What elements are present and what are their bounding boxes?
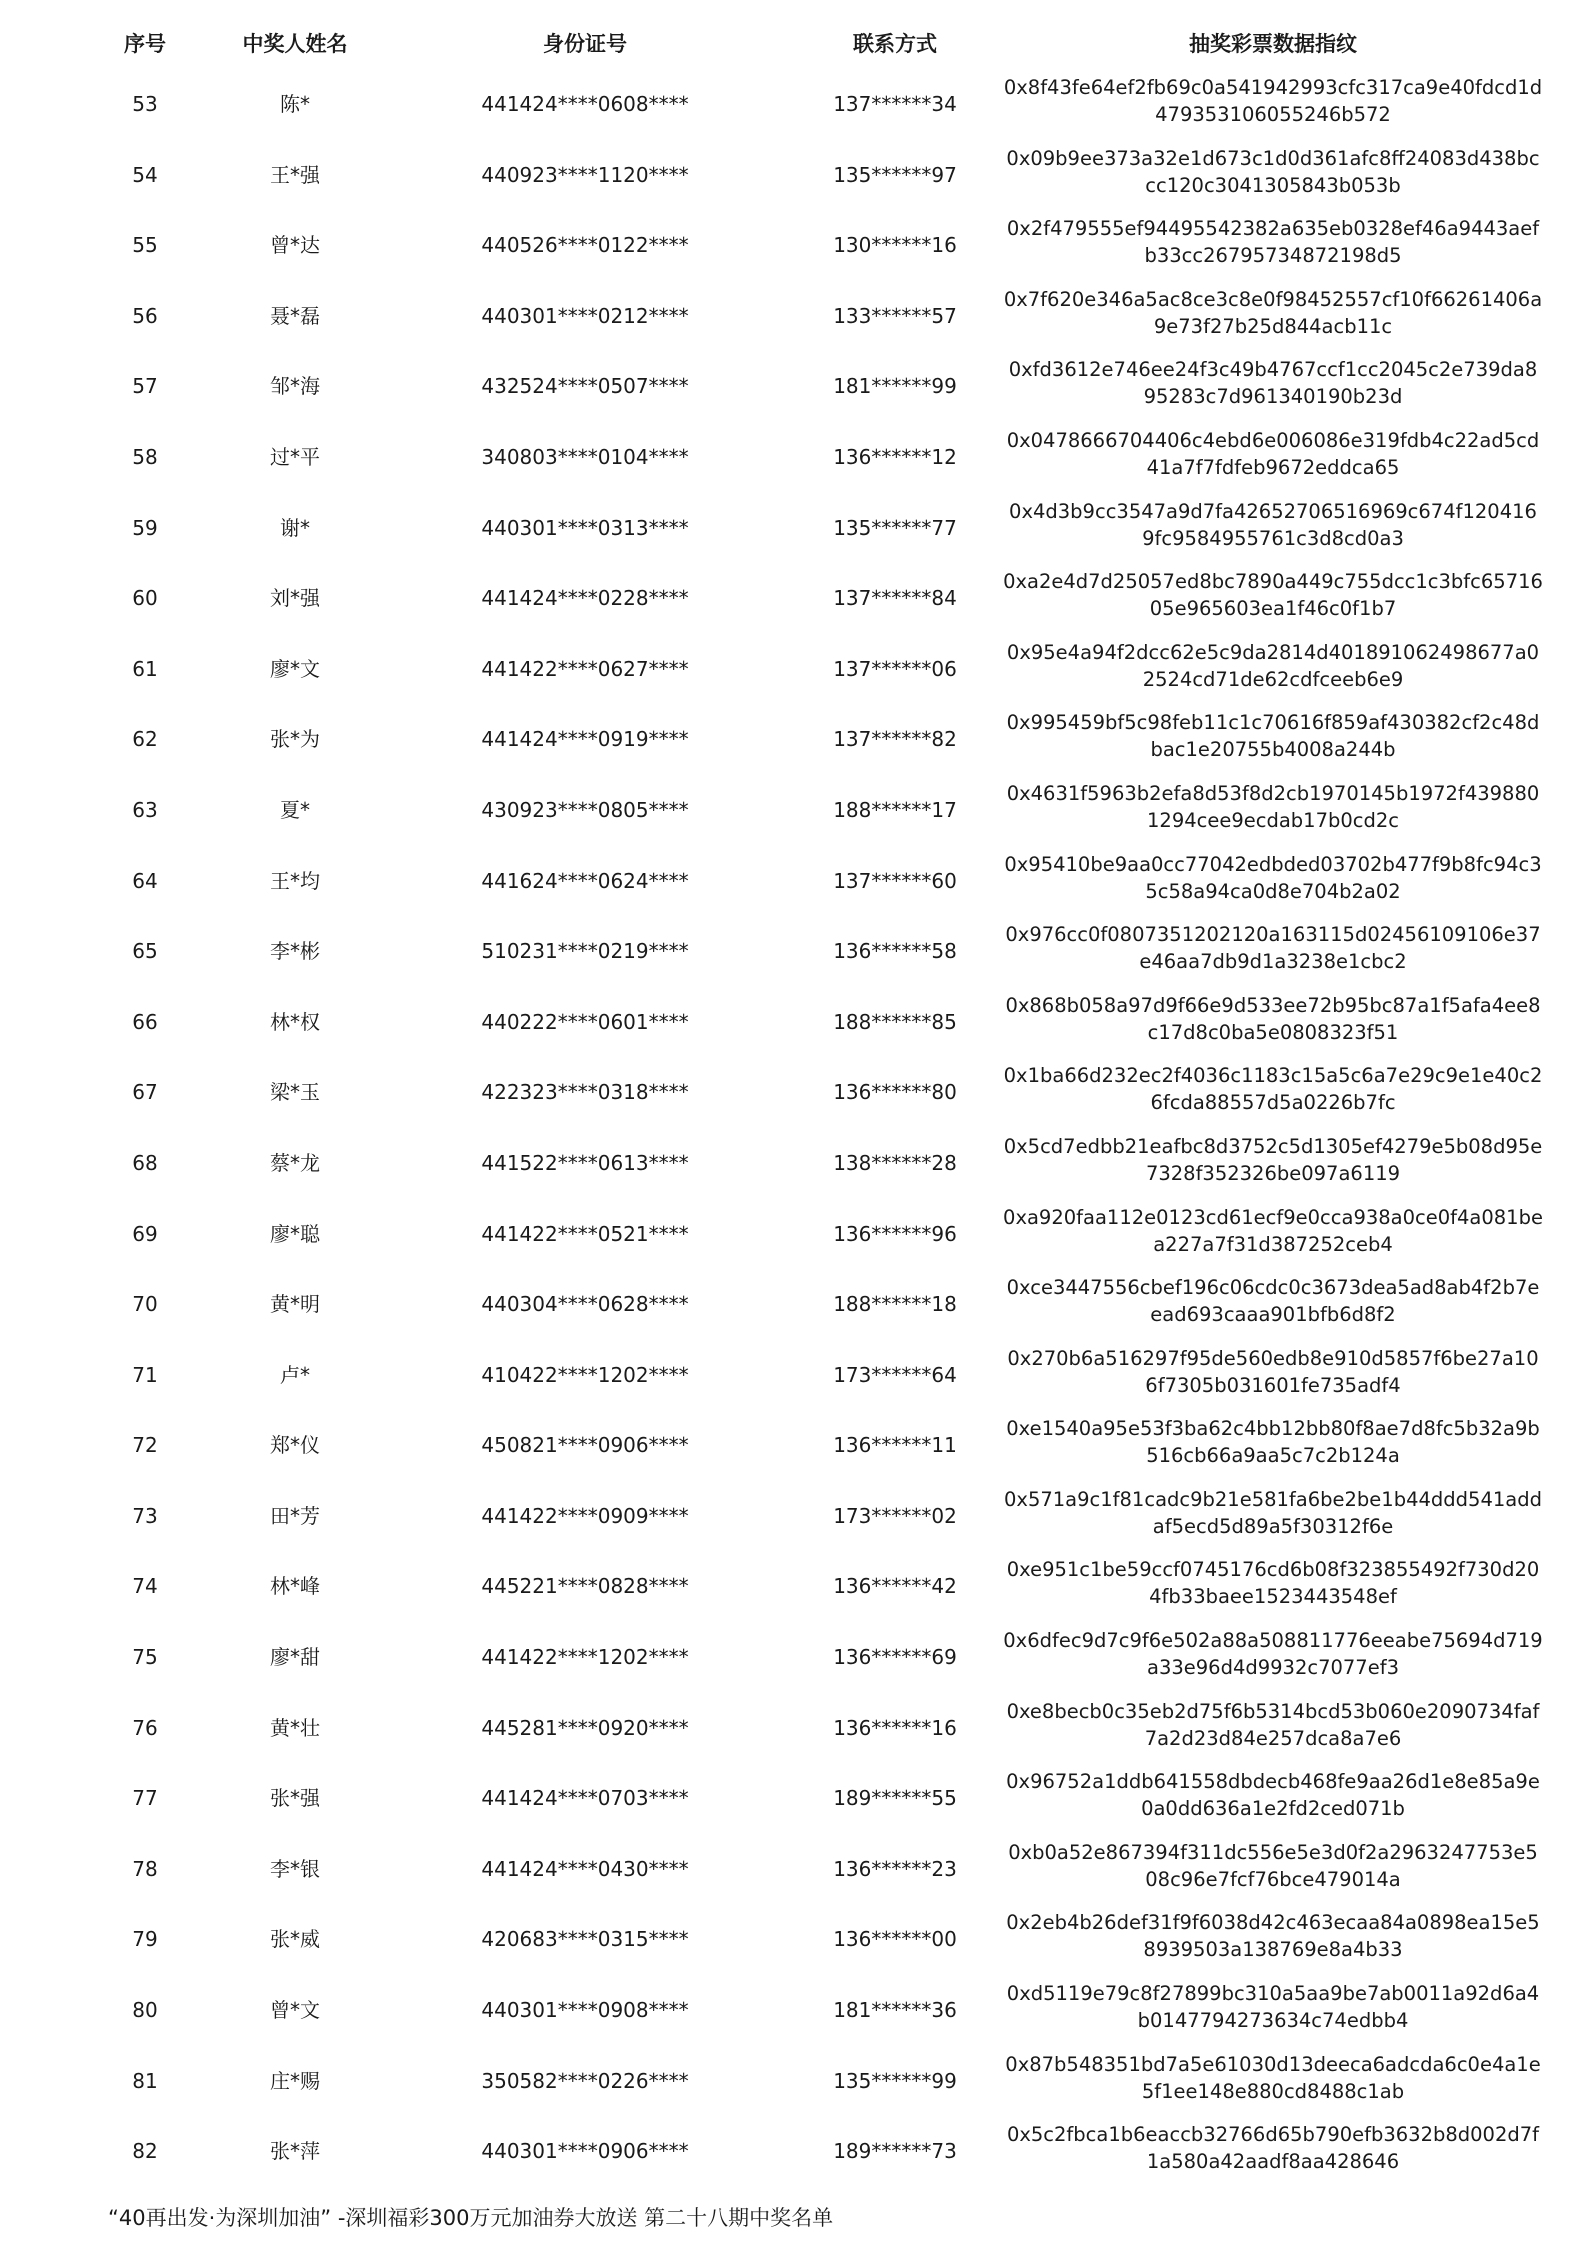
cell-winner-name: 王*强 — [270, 162, 320, 187]
cell-id-number: 510231****0219**** — [481, 939, 689, 964]
table-row — [0, 1200, 1586, 1271]
cell-id-number: 441522****0613**** — [481, 1150, 689, 1175]
cell-id-number: 441422****0521**** — [481, 1221, 689, 1246]
cell-id-number: 440301****0212**** — [481, 303, 689, 328]
cell-winner-name: 曾*文 — [270, 1998, 320, 2023]
cell-serial-number: 64 — [132, 868, 158, 893]
cell-contact: 188******17 — [833, 797, 957, 822]
cell-contact: 137******82 — [833, 727, 957, 752]
cell-contact: 173******02 — [833, 1503, 957, 1528]
table-row — [0, 352, 1586, 423]
cell-id-number: 432524****0507**** — [481, 374, 689, 399]
cell-serial-number: 73 — [132, 1503, 158, 1528]
cell-contact: 135******97 — [833, 162, 957, 187]
table-row — [0, 564, 1586, 635]
cell-serial-number: 56 — [132, 303, 158, 328]
cell-contact: 136******23 — [833, 1856, 957, 1881]
cell-serial-number: 65 — [132, 939, 158, 964]
cell-contact: 181******99 — [833, 374, 957, 399]
cell-serial-number: 55 — [132, 233, 158, 258]
cell-contact: 137******06 — [833, 656, 957, 681]
table-row — [0, 2117, 1586, 2188]
cell-lottery-fingerprint: 0x96752a1ddb641558dbdecb468fe9aa26d1e8e85a9e0a0dd636a1e2fd2ced071b — [1006, 1770, 1540, 1821]
cell-contact: 136******69 — [833, 1645, 957, 1670]
cell-lottery-fingerprint: 0x2eb4b26def31f9f6038d42c463ecaa84a0898ea15e58939503a138769e8a4b33 — [1006, 1911, 1540, 1962]
cell-winner-name: 郑*仪 — [270, 1433, 320, 1458]
cell-id-number: 450821****0906**** — [481, 1433, 689, 1458]
cell-lottery-fingerprint: 0xa920faa112e0123cd61ecf9e0cca938a0ce0f4a081bea227a7f31d387252ceb4 — [1003, 1205, 1543, 1256]
table-row — [0, 988, 1586, 1059]
header-serial-number: 序号 — [124, 32, 166, 56]
table-row — [0, 1835, 1586, 1906]
cell-id-number: 441424****0703**** — [481, 1786, 689, 1811]
cell-contact: 137******34 — [833, 92, 957, 116]
table-row — [0, 1694, 1586, 1765]
header-lottery-fingerprint: 抽奖彩票数据指纹 — [1189, 32, 1357, 56]
cell-id-number: 440301****0313**** — [481, 515, 689, 540]
cell-contact: 189******55 — [833, 1786, 957, 1811]
table-row — [0, 282, 1586, 353]
cell-winner-name: 张*萍 — [270, 2139, 320, 2164]
cell-serial-number: 74 — [132, 1574, 158, 1599]
table-row — [0, 1129, 1586, 1200]
table-row — [0, 635, 1586, 706]
winner-table — [0, 70, 1586, 2188]
cell-serial-number: 59 — [132, 515, 158, 540]
cell-contact: 130******16 — [833, 233, 957, 258]
table-row — [0, 2047, 1586, 2118]
cell-id-number: 440222****0601**** — [481, 1009, 689, 1034]
cell-contact: 135******99 — [833, 2068, 957, 2093]
table-row — [0, 494, 1586, 565]
cell-serial-number: 70 — [132, 1292, 158, 1317]
table-header — [0, 28, 1586, 62]
cell-winner-name: 王*均 — [270, 868, 320, 893]
cell-contact: 136******16 — [833, 1715, 957, 1740]
cell-winner-name: 张*强 — [270, 1786, 320, 1811]
cell-lottery-fingerprint: 0x2f479555ef94495542382a635eb0328ef46a9443aefb33cc26795734872198d5 — [1006, 217, 1540, 268]
cell-winner-name: 林*权 — [270, 1009, 320, 1034]
cell-winner-name: 张*威 — [270, 1927, 320, 1952]
cell-winner-name: 曾*达 — [270, 233, 320, 258]
table-row — [0, 1623, 1586, 1694]
cell-lottery-fingerprint: 0x87b548351bd7a5e61030d13deeca6adcda6c0e4a1e5f1ee148e880cd8488c1ab — [1005, 2052, 1541, 2103]
cell-lottery-fingerprint: 0x4d3b9cc3547a9d7fa42652706516969c674f1204169fc9584955761c3d8cd0a3 — [1009, 499, 1537, 550]
cell-winner-name: 梁*玉 — [270, 1080, 320, 1105]
cell-id-number: 410422****1202**** — [481, 1362, 689, 1387]
cell-lottery-fingerprint: 0x8f43fe64ef2fb69c0a541942993cfc317ca9e40fdcd1d479353106055246b572 — [1003, 76, 1543, 126]
cell-winner-name: 谢* — [280, 515, 310, 540]
cell-lottery-fingerprint: 0xce3447556cbef196c06cdc0c3673dea5ad8ab4f2b7eead693caaa901bfb6d8f2 — [1006, 1276, 1540, 1327]
cell-winner-name: 陈* — [280, 92, 310, 116]
cell-id-number: 441422****0909**** — [481, 1503, 689, 1528]
table-row — [0, 705, 1586, 776]
cell-serial-number: 68 — [132, 1150, 158, 1175]
cell-id-number: 441624****0624**** — [481, 868, 689, 893]
cell-lottery-fingerprint: 0x5cd7edbb21eafbc8d3752c5d1305ef4279e5b08d95e7328f352326be097a6119 — [1003, 1134, 1543, 1185]
cell-serial-number: 67 — [132, 1080, 158, 1105]
cell-id-number: 420683****0315**** — [481, 1927, 689, 1952]
cell-contact: 188******18 — [833, 1292, 957, 1317]
cell-serial-number: 53 — [132, 92, 158, 116]
cell-serial-number: 57 — [132, 374, 158, 399]
cell-id-number: 440301****0908**** — [481, 1998, 689, 2023]
cell-id-number: 440301****0906**** — [481, 2139, 689, 2164]
table-row — [0, 1058, 1586, 1129]
header-contact: 联系方式 — [853, 32, 937, 56]
cell-contact: 173******64 — [833, 1362, 957, 1387]
cell-contact: 136******12 — [833, 444, 957, 469]
table-row — [0, 1411, 1586, 1482]
cell-lottery-fingerprint: 0xd5119e79c8f27899bc310a5aa9be7ab0011a92d6a4b0147794273634c74edbb4 — [1006, 1982, 1540, 2033]
table-row — [0, 1905, 1586, 1976]
cell-contact: 137******84 — [833, 586, 957, 611]
table-row — [0, 1270, 1586, 1341]
cell-lottery-fingerprint: 0x4631f5963b2efa8d53f8d2cb1970145b1972f4398801294cee9ecdab17b0cd2c — [1006, 781, 1540, 832]
table-row — [0, 1764, 1586, 1835]
cell-contact: 136******00 — [833, 1927, 957, 1952]
cell-id-number: 441424****0430**** — [481, 1856, 689, 1881]
table-row — [0, 423, 1586, 494]
cell-contact: 189******73 — [833, 2139, 957, 2164]
cell-lottery-fingerprint: 0x95e4a94f2dcc62e5c9da2814d401891062498677a02524cd71de62cdfceeb6e9 — [1006, 640, 1540, 691]
cell-winner-name: 刘*强 — [270, 586, 320, 611]
cell-id-number: 350582****0226**** — [481, 2068, 689, 2093]
cell-lottery-fingerprint: 0xb0a52e867394f311dc556e5e3d0f2a2963247753e508c96e7fcf76bce479014a — [1008, 1840, 1538, 1891]
cell-lottery-fingerprint: 0x09b9ee373a32e1d673c1d0d361afc8ff24083d438bccc120c3041305843b053b — [1006, 146, 1540, 197]
cell-lottery-fingerprint: 0xe1540a95e53f3ba62c4bb12bb80f8ae7d8fc5b32a9b516cb66a9aa5c7c2b124a — [1006, 1417, 1540, 1468]
cell-serial-number: 82 — [132, 2139, 158, 2164]
cell-id-number: 441422****1202**** — [481, 1645, 689, 1670]
cell-id-number: 422323****0318**** — [481, 1080, 689, 1105]
cell-serial-number: 76 — [132, 1715, 158, 1740]
cell-id-number: 441424****0228**** — [481, 586, 689, 611]
cell-contact: 136******96 — [833, 1221, 957, 1246]
table-row — [0, 70, 1586, 141]
cell-winner-name: 卢* — [280, 1362, 310, 1387]
cell-serial-number: 80 — [132, 1998, 158, 2023]
cell-lottery-fingerprint: 0xe8becb0c35eb2d75f6b5314bcd53b060e2090734faf7a2d23d84e257dca8a7e6 — [1006, 1699, 1540, 1750]
cell-lottery-fingerprint: 0x5c2fbca1b6eaccb32766d65b790efb3632b8d002d7f1a580a42aadf8aa428646 — [1006, 2123, 1540, 2174]
cell-winner-name: 黄*壮 — [270, 1715, 320, 1740]
document-footer: “40再出发·为深圳加油” -深圳福彩300万元加油券大放送 第二十八期中奖名单 — [108, 2206, 834, 2230]
table-row — [0, 776, 1586, 847]
table-row — [0, 1341, 1586, 1412]
cell-serial-number: 63 — [132, 797, 158, 822]
cell-winner-name: 廖*聪 — [270, 1221, 320, 1246]
cell-lottery-fingerprint: 0x6dfec9d7c9f6e502a88a508811776eeabe75694d719a33e96d4d9932c7077ef3 — [1003, 1629, 1543, 1680]
cell-winner-name: 廖*甜 — [270, 1645, 320, 1670]
cell-id-number: 440526****0122**** — [481, 233, 689, 258]
cell-winner-name: 廖*文 — [270, 656, 320, 681]
cell-lottery-fingerprint: 0x7f620e346a5ac8ce3c8e0f98452557cf10f66261406a9e73f27b25d844acb11c — [1003, 287, 1543, 338]
cell-serial-number: 79 — [132, 1927, 158, 1952]
cell-serial-number: 61 — [132, 656, 158, 681]
cell-serial-number: 58 — [132, 444, 158, 469]
cell-serial-number: 75 — [132, 1645, 158, 1670]
cell-serial-number: 54 — [132, 162, 158, 187]
cell-serial-number: 78 — [132, 1856, 158, 1881]
cell-winner-name: 李*彬 — [270, 939, 320, 964]
cell-serial-number: 71 — [132, 1362, 158, 1387]
cell-winner-name: 聂*磊 — [270, 303, 320, 328]
cell-contact: 135******77 — [833, 515, 957, 540]
cell-id-number: 445221****0828**** — [481, 1574, 689, 1599]
cell-lottery-fingerprint: 0xa2e4d7d25057ed8bc7890a449c755dcc1c3bfc6571605e965603ea1f46c0f1b7 — [1003, 570, 1543, 621]
cell-winner-name: 李*银 — [270, 1856, 320, 1881]
cell-lottery-fingerprint: 0x571a9c1f81cadc9b21e581fa6be2be1b44ddd541addaf5ecd5d89a5f30312f6e — [1004, 1487, 1542, 1538]
cell-winner-name: 夏* — [280, 797, 310, 822]
cell-contact: 136******58 — [833, 939, 957, 964]
table-row — [0, 141, 1586, 212]
cell-contact: 137******60 — [833, 868, 957, 893]
table-row — [0, 847, 1586, 918]
cell-contact: 136******11 — [833, 1433, 957, 1458]
cell-winner-name: 邹*海 — [270, 374, 320, 399]
cell-lottery-fingerprint: 0x0478666704406c4ebd6e006086e319fdb4c22ad5cd41a7f7fdfeb9672eddca65 — [1006, 428, 1540, 479]
table-row — [0, 1552, 1586, 1623]
cell-winner-name: 黄*明 — [270, 1292, 320, 1317]
cell-lottery-fingerprint: 0x95410be9aa0cc77042edbded03702b477f9b8fc94c35c58a94ca0d8e704b2a02 — [1004, 852, 1542, 903]
cell-serial-number: 60 — [132, 586, 158, 611]
cell-id-number: 430923****0805**** — [481, 797, 689, 822]
cell-serial-number: 62 — [132, 727, 158, 752]
cell-lottery-fingerprint: 0xfd3612e746ee24f3c49b4767ccf1cc2045c2e739da895283c7d961340190b23d — [1008, 358, 1538, 409]
header-id-number: 身份证号 — [543, 32, 627, 56]
cell-contact: 181******36 — [833, 1998, 957, 2023]
cell-lottery-fingerprint: 0x995459bf5c98feb11c1c70616f859af430382cf2c48dbac1e20755b4008a244b — [1006, 711, 1540, 762]
cell-contact: 133******57 — [833, 303, 957, 328]
table-row — [0, 917, 1586, 988]
cell-contact: 138******28 — [833, 1150, 957, 1175]
cell-lottery-fingerprint: 0xe951c1be59ccf0745176cd6b08f323855492f730d204fb33baee1523443548ef — [1006, 1558, 1540, 1609]
table-row — [0, 211, 1586, 282]
cell-id-number: 441424****0608**** — [481, 92, 689, 116]
cell-id-number: 440923****1120**** — [481, 162, 689, 187]
cell-id-number: 340803****0104**** — [481, 444, 689, 469]
cell-winner-name: 田*芳 — [270, 1503, 320, 1528]
cell-id-number: 440304****0628**** — [481, 1292, 689, 1317]
table-row — [0, 1976, 1586, 2047]
cell-winner-name: 张*为 — [270, 727, 320, 752]
cell-winner-name: 庄*赐 — [270, 2068, 320, 2093]
cell-serial-number: 81 — [132, 2068, 158, 2093]
cell-serial-number: 72 — [132, 1433, 158, 1458]
cell-serial-number: 77 — [132, 1786, 158, 1811]
cell-id-number: 441422****0627**** — [481, 656, 689, 681]
cell-lottery-fingerprint: 0x1ba66d232ec2f4036c1183c15a5c6a7e29c9e1e40c26fcda88557d5a0226b7fc — [1003, 1064, 1543, 1115]
cell-winner-name: 过*平 — [270, 444, 320, 469]
cell-contact: 136******80 — [833, 1080, 957, 1105]
cell-contact: 188******85 — [833, 1009, 957, 1034]
cell-lottery-fingerprint: 0x270b6a516297f95de560edb8e910d5857f6be27a106f7305b031601fe735adf4 — [1007, 1346, 1539, 1397]
cell-id-number: 445281****0920**** — [481, 1715, 689, 1740]
cell-serial-number: 69 — [132, 1221, 158, 1246]
cell-winner-name: 蔡*龙 — [270, 1150, 320, 1175]
header-winner-name: 中奖人姓名 — [242, 32, 348, 56]
cell-contact: 136******42 — [833, 1574, 957, 1599]
cell-winner-name: 林*峰 — [270, 1574, 320, 1599]
cell-lottery-fingerprint: 0x868b058a97d9f66e9d533ee72b95bc87a1f5afa4ee8c17d8c0ba5e0808323f51 — [1005, 993, 1541, 1044]
cell-lottery-fingerprint: 0x976cc0f0807351202120a163115d02456109106e37e46aa7db9d1a3238e1cbc2 — [1005, 923, 1541, 974]
table-row — [0, 1482, 1586, 1553]
cell-id-number: 441424****0919**** — [481, 727, 689, 752]
cell-serial-number: 66 — [132, 1009, 158, 1034]
